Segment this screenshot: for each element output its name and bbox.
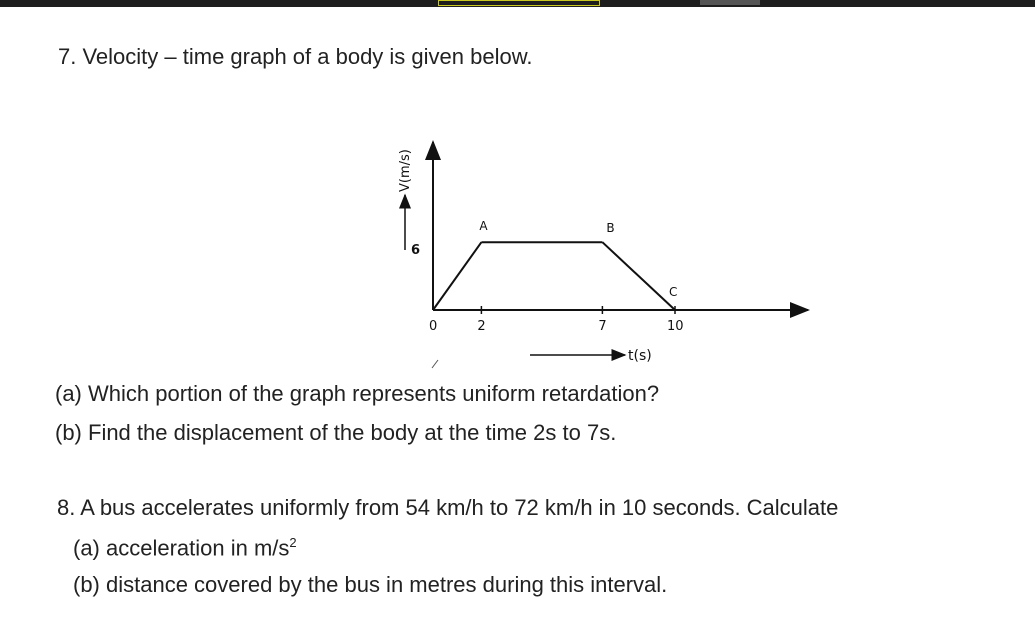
- question-7-part-b: (b) Find the displacement of the body at the time 2s to 7s.: [55, 420, 617, 445]
- superscript-2: 2: [289, 535, 297, 550]
- top-bar-highlight: [438, 0, 600, 6]
- question-8-title: 8. A bus accelerates uniformly from 54 km/h to 72 km/h in 10 seconds. Calculate: [57, 495, 839, 520]
- top-bar-segment: [700, 0, 760, 5]
- pen-mark: [432, 360, 438, 368]
- point-label-b: B: [606, 221, 615, 236]
- y-tick-label-6: 6: [411, 243, 421, 259]
- question-8-part-a-text: (a) acceleration in m/s: [73, 535, 290, 561]
- x-tick-label-10: 10: [667, 319, 684, 334]
- x-tick-label-2: 2: [477, 319, 486, 334]
- window-top-bar: [0, 0, 1035, 7]
- question-7-part-a: (a) Which portion of the graph represents uniform retardation?: [55, 381, 660, 406]
- question-8-part-b: (b) distance covered by the bus in metres during this interval.: [73, 572, 668, 597]
- x-axis-label: t(s): [628, 348, 652, 364]
- velocity-time-graph: [380, 120, 820, 380]
- point-label-c: C: [669, 285, 678, 299]
- question-8-part-a: [73, 535, 297, 561]
- point-label-a: A: [479, 219, 488, 234]
- question-7-title: 7. Velocity – time graph of a body is given below.: [58, 44, 533, 69]
- graph-segment-bc: [602, 242, 678, 310]
- x-tick-label-0: 0: [429, 319, 438, 334]
- x-tick-label-7: 7: [598, 319, 607, 334]
- graph-segment-oa: [433, 242, 481, 310]
- y-axis-label: V(m/s): [398, 149, 413, 192]
